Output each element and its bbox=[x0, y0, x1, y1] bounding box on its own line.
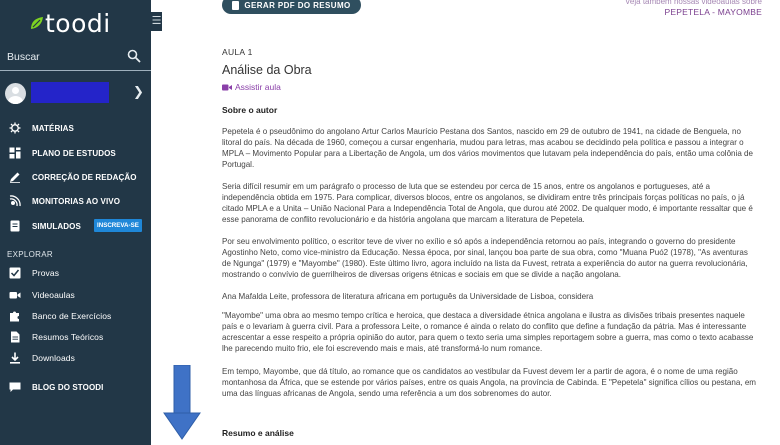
section-title: Sobre o autor bbox=[222, 105, 278, 115]
exam-icon bbox=[9, 220, 21, 232]
pen-icon bbox=[9, 171, 21, 183]
sidebar-item-label: Resumos Teóricos bbox=[32, 332, 104, 342]
paragraph: Em tempo, Mayombe, que dá título, ao romance que os candidatos ao vestibular da Fuvest devem ler a partir de agora, é o nome de uma região montanhosa da África, que se estende por vários países, entre os quais Angola, na província de Cabinda. E "Pepetela" significa cílios ou pestana, em uma das línguas africanas de Angola, sendo uma referência a um dos sobrenomes do autor. bbox=[222, 367, 757, 398]
video-icon bbox=[9, 289, 21, 301]
generate-pdf-label: GERAR PDF DO RESUMO bbox=[244, 0, 351, 10]
user-name-redacted bbox=[31, 82, 109, 103]
sidebar-item-label: BLOG DO STOODI bbox=[32, 382, 104, 392]
paragraph: "Mayombe" uma obra ao mesmo tempo crítica e heroica, que destaca a diversidade étnica angolana e ilustra as divisões tribais presentes naquele país e o levariam à guerra civil. Para a professora Leite, o romance é ainda o relato do conflito que define a fundação da pátria. Mas é interessante acrescentar a esse respeito a própria opinião do autor, para quem o texto seria uma simples reportagem sobre a guerra, mas como o texto acabasse lhe parecendo muito frio, ele foi escrevendo mais e mais, até transformá-lo num romance. bbox=[222, 311, 754, 353]
stoodi-logo[interactable] bbox=[30, 8, 111, 38]
page-title: Análise da Obra bbox=[222, 63, 312, 77]
sidebar bbox=[0, 0, 151, 445]
sidebar-item-label: Banco de Exercícios bbox=[32, 311, 112, 321]
see-also bbox=[625, 0, 762, 18]
gear-icon bbox=[9, 122, 21, 134]
live-icon bbox=[9, 195, 21, 207]
grid-icon bbox=[9, 147, 21, 159]
paragraph: Seria difícil resumir em um parágrafo o processo de luta que se estendeu por cerca de 15 anos, entre os angolanos e portugueses, até a independência obtida em 1975. Para complicar, diversos blocos, entre os angolanos, se dividiram entre três principais forças políticas no país, o já citado MPLA e a Unita – União Nacional Para a Independência Total de Angola, que durou até 2002. De qualquer modo, é importante ressaltar que é esse panorama de conflito revolucionário e da história angolana que marcam a literatura de Pepetela. bbox=[222, 182, 753, 224]
logo-text: toodi bbox=[45, 8, 111, 38]
see-also-prefix: Veja também nossas videoaulas sobre bbox=[625, 0, 762, 6]
watch-lesson-label: Assistir aula bbox=[235, 82, 281, 92]
avatar[interactable] bbox=[5, 83, 26, 104]
paragraph: Ana Mafalda Leite, professora de literatura africana em português da Universidade de Lisboa, considera bbox=[222, 292, 594, 301]
paragraph: Pepetela é o pseudônimo do angolano Artur Carlos Maurício Pestana dos Santos, nascido em 29 de outubro de 1941, na cidade de Benguela, no litoral do país. Na década de 1960, começou a cursar engenharia, mudou para letras, mas acabou se decidindo pela política e passou a integrar o MPLA – Movimento Popular para a Libertação de Angola, um dos vários movimentos que lutavam pela independência do país, então uma colônia de Portugal. bbox=[222, 127, 753, 169]
video-camera-icon bbox=[222, 84, 232, 91]
sidebar-item-simulados[interactable] bbox=[0, 215, 151, 237]
sidebar-item-videoaulas[interactable] bbox=[0, 284, 151, 306]
main-content bbox=[162, 0, 780, 445]
download-icon bbox=[9, 352, 21, 364]
sidebar-item-label: Videoaulas bbox=[32, 290, 75, 300]
sidebar-item-provas[interactable] bbox=[0, 262, 151, 284]
menu-toggle-button[interactable]: ☰ bbox=[151, 12, 162, 31]
see-also-link[interactable]: PEPETELA - MAYOMBE bbox=[664, 7, 762, 17]
generate-pdf-button[interactable] bbox=[222, 0, 361, 14]
document-icon bbox=[9, 331, 21, 343]
leaf-logo-icon bbox=[30, 16, 44, 30]
search-input[interactable]: Buscar bbox=[7, 51, 40, 63]
sidebar-item-label: CORREÇÃO DE REDAÇÃO bbox=[32, 172, 137, 182]
next-section-title: Resumo e análise bbox=[222, 428, 294, 438]
chevron-right-icon[interactable]: ❯ bbox=[133, 84, 144, 99]
explorar-heading: EXPLORAR bbox=[7, 250, 53, 259]
sidebar-item-blog[interactable] bbox=[0, 376, 151, 398]
signup-badge[interactable]: INSCREVA-SE bbox=[94, 219, 142, 232]
search-box[interactable] bbox=[0, 45, 151, 71]
sidebar-item-materias[interactable] bbox=[0, 117, 151, 139]
puzzle-icon bbox=[9, 310, 21, 322]
arrow-down-icon bbox=[163, 365, 201, 440]
sidebar-item-label: PLANO DE ESTUDOS bbox=[32, 148, 116, 158]
checkbox-icon bbox=[9, 267, 21, 279]
sidebar-item-label: MONITORIAS AO VIVO bbox=[32, 196, 121, 206]
sidebar-item-label: Downloads bbox=[32, 353, 75, 363]
sidebar-item-label: MATÉRIAS bbox=[32, 123, 74, 133]
chat-icon bbox=[9, 381, 21, 393]
user-profile[interactable] bbox=[0, 80, 151, 106]
sidebar-item-downloads[interactable] bbox=[0, 347, 151, 369]
search-icon[interactable] bbox=[127, 49, 141, 63]
sidebar-item-banco-de-exercicios[interactable] bbox=[0, 305, 151, 327]
watch-lesson-link[interactable] bbox=[222, 82, 281, 92]
sidebar-item-label: Provas bbox=[32, 268, 60, 278]
sidebar-item-monitorias-ao-vivo[interactable] bbox=[0, 190, 151, 212]
sidebar-item-resumos-teoricos[interactable] bbox=[0, 326, 151, 348]
sidebar-item-plano-de-estudos[interactable] bbox=[0, 142, 151, 164]
sidebar-item-correcao-de-redacao[interactable] bbox=[0, 166, 151, 188]
paragraph: Por seu envolvimento político, o escritor teve de viver no exílio e só após a independência retornou ao país, integrando o governo do presidente Agostinho Neto, como vice-ministro da Educação. Nessa época, por sinal, lançou boa parte de sua obra, como "Muana Puó2 (1978), "As aventuras de Ngunga" (1979) e "Mayombe" (1980). Este último livro, agora incluído na lista da Fuvest, retrata a experiência do autor na guerra revolucionária, mostrando o convívio de guerrilheiros de diversas origens étnicas e sociais em que se divide a nação angolana. bbox=[222, 237, 748, 279]
lesson-number: AULA 1 bbox=[222, 47, 253, 57]
pdf-document-icon bbox=[232, 1, 239, 10]
sidebar-item-label: SIMULADOS bbox=[32, 221, 81, 231]
